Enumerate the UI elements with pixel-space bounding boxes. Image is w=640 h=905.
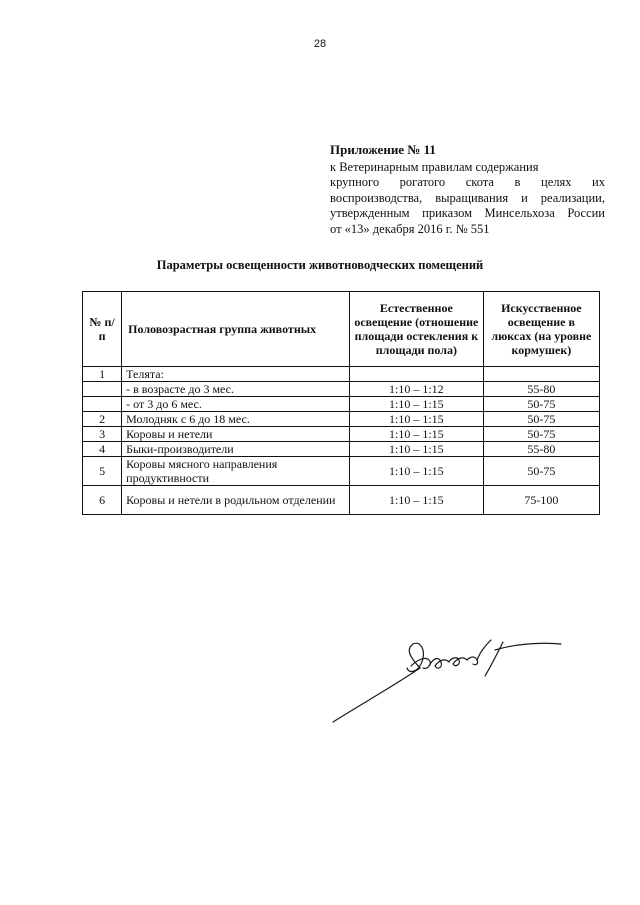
header-artificial-light: Искусственное освещение в люксах (на уровне кормушек) xyxy=(483,292,599,367)
cell-artificial: 75-100 xyxy=(483,486,599,515)
cell-natural: 1:10 – 1:15 xyxy=(350,397,484,412)
cell-num: 1 xyxy=(83,367,122,382)
cell-group: - от 3 до 6 мес. xyxy=(122,397,350,412)
cell-group: Коровы и нетели xyxy=(122,427,350,442)
header-natural-light: Естественное освещение (отношение площади остекления к площади пола) xyxy=(350,292,484,367)
page-number: 28 xyxy=(313,38,327,50)
table-row xyxy=(83,486,600,515)
cell-natural: 1:10 – 1:15 xyxy=(350,457,484,486)
cell-group: Телята: xyxy=(122,367,350,382)
cell-group: Коровы мясного направления продуктивности xyxy=(122,457,350,486)
cell-natural: 1:10 – 1:15 xyxy=(350,442,484,457)
document-title: Параметры освещенности животноводческих помещений xyxy=(156,258,484,272)
cell-num xyxy=(83,397,122,412)
appendix-line: от «13» декабря 2016 г. № 551 xyxy=(330,221,490,236)
table-row xyxy=(83,397,600,412)
cell-natural: 1:10 – 1:15 xyxy=(350,486,484,515)
appendix-title: Приложение № 11 xyxy=(330,142,436,157)
cell-group: Коровы и нетели в родильном отделении xyxy=(122,486,350,515)
header-group: Половозрастная группа животных xyxy=(122,292,350,367)
cell-natural: 1:10 – 1:15 xyxy=(350,427,484,442)
cell-natural xyxy=(350,367,484,382)
table-header-row xyxy=(83,292,600,367)
cell-natural: 1:10 – 1:12 xyxy=(350,382,484,397)
cell-group: - в возрасте до 3 мес. xyxy=(122,382,350,397)
cell-group: Молодняк с 6 до 18 мес. xyxy=(122,412,350,427)
cell-artificial: 55-80 xyxy=(483,382,599,397)
cell-num: 3 xyxy=(83,427,122,442)
cell-artificial: 50-75 xyxy=(483,412,599,427)
table-row xyxy=(83,457,600,486)
appendix-block xyxy=(330,142,605,237)
cell-num: 2 xyxy=(83,412,122,427)
cell-num: 6 xyxy=(83,486,122,515)
cell-num xyxy=(83,382,122,397)
header-num: № п/п xyxy=(83,292,122,367)
cell-artificial: 50-75 xyxy=(483,427,599,442)
cell-num: 5 xyxy=(83,457,122,486)
cell-artificial: 50-75 xyxy=(483,397,599,412)
table-row xyxy=(83,412,600,427)
cell-natural: 1:10 – 1:15 xyxy=(350,412,484,427)
cell-artificial xyxy=(483,367,599,382)
appendix-line: крупного рогатого скота в целях их xyxy=(330,175,605,189)
table-row xyxy=(83,442,600,457)
table-row xyxy=(83,367,600,382)
cell-artificial: 55-80 xyxy=(483,442,599,457)
cell-num: 4 xyxy=(83,442,122,457)
appendix-line: утвержденным приказом Минсельхоза России xyxy=(330,206,605,220)
appendix-line: воспроизводства, выращивания и реализации, xyxy=(330,190,605,205)
handwritten-signature-icon xyxy=(325,630,565,730)
table-row xyxy=(83,382,600,397)
table-row xyxy=(83,427,600,442)
cell-group: Быки-производители xyxy=(122,442,350,457)
cell-artificial: 50-75 xyxy=(483,457,599,486)
appendix-line: к Ветеринарным правилам содержания xyxy=(330,159,539,174)
lighting-parameters-table xyxy=(82,291,600,515)
